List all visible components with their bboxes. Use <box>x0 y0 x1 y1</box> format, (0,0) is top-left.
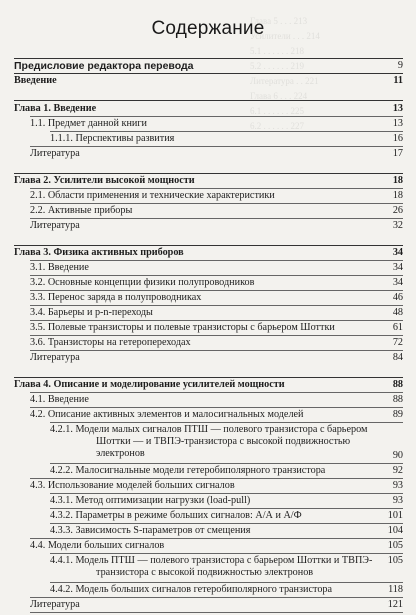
divider <box>30 320 403 321</box>
toc-entry-title: 4.2. Описание активных элементов и малосигнальных моделей <box>30 409 304 420</box>
page-title: Содержание <box>151 18 265 39</box>
divider <box>14 73 403 74</box>
toc-entry-page: 18 <box>392 175 403 186</box>
toc-entry-page: 88 <box>392 394 403 405</box>
toc-entry-title: 1.1.1. Перспективы развития <box>50 133 175 144</box>
toc-entry-page: 101 <box>387 510 403 521</box>
toc-entry-title: 3.1. Введение <box>30 262 89 273</box>
divider <box>50 582 403 583</box>
toc-entry-title: 3.2. Основные концепции физики полупроводников <box>30 277 255 288</box>
divider <box>30 218 403 219</box>
divider <box>30 392 403 393</box>
divider <box>14 58 403 59</box>
bleed-through-text: Глава 5 . . . 213 Усилители . . . 214 5.1 . . . . . . 218 5.2 . . . . . . 219 Литература . . 221 Глава 6 . . . 224 6.1 . . . . . . 225 6.2 . . . . . . 227 <box>250 16 320 131</box>
toc-entry-page: 121 <box>387 599 403 610</box>
toc-entry-page: 72 <box>392 337 403 348</box>
divider <box>50 463 403 464</box>
toc-entry-page: 13 <box>392 118 403 129</box>
toc-entry-title: 4.4. Модели больших сигналов <box>30 540 165 551</box>
toc-entry-title: Глава 2. Усилители высокой мощности <box>14 175 195 186</box>
toc-entry-page: 17 <box>392 148 403 159</box>
toc-entry-page: 61 <box>392 322 403 333</box>
toc-entry-page: 93 <box>392 495 403 506</box>
toc-entry-title: 4.1. Введение <box>30 394 89 405</box>
divider <box>30 188 403 189</box>
toc-entry-title: 3.4. Барьеры и p-n-переходы <box>30 307 153 318</box>
divider <box>30 538 403 539</box>
toc-entry-page: 48 <box>392 307 403 318</box>
toc-entry-page: 105 <box>387 555 403 566</box>
toc-entry-title: Литература <box>30 352 80 363</box>
toc-entry-title: 3.6. Транзисторы на гетеропереходах <box>30 337 191 348</box>
toc-entry-page: 118 <box>388 584 403 595</box>
divider <box>30 275 403 276</box>
divider <box>30 478 403 479</box>
toc-entry-title: Глава 4. Описание и моделирование усилителей мощности <box>14 379 285 390</box>
toc-entry-page: 11 <box>393 75 403 86</box>
divider <box>30 407 403 408</box>
toc-entry-title: 4.3.3. Зависимость S-параметров от смещения <box>50 525 251 536</box>
divider <box>30 597 403 598</box>
toc-entry-page: 90 <box>392 450 403 461</box>
toc-entry-title: 4.4.2. Модель больших сигналов гетеробиполярного транзистора <box>50 584 333 595</box>
divider <box>14 100 403 101</box>
toc-entry-title: Глава 3. Физика активных приборов <box>14 247 184 258</box>
divider <box>30 335 403 336</box>
toc-entry-page: 26 <box>392 205 403 216</box>
divider <box>30 146 403 147</box>
divider <box>30 290 403 291</box>
divider <box>14 173 403 174</box>
toc-entry-title: 3.3. Перенос заряда в полупроводниках <box>30 292 202 303</box>
divider <box>50 493 403 494</box>
toc-entry-page: 84 <box>392 352 403 363</box>
divider <box>50 553 403 554</box>
toc-entry-title: 2.1. Области применения и технические характеристики <box>30 190 275 201</box>
toc-entry-page: 92 <box>392 465 403 476</box>
toc-entry-title: Литература <box>30 220 80 231</box>
divider <box>30 612 403 613</box>
toc-entry-title: 4.4.1. Модель ПТШ — полевого транзистора с барьером Шоттки и ТВПЭ-транзистора с высокой подвижностью электронов <box>50 555 373 578</box>
toc-entry-title: 1.1. Предмет данной книги <box>30 118 148 129</box>
divider <box>50 508 403 509</box>
toc-entry-title: 3.5. Полевые транзисторы и полевые транзисторы с барьером Шоттки <box>30 322 335 333</box>
toc-entry-title: Литература <box>30 148 80 159</box>
toc-entry-title: Предисловие редактора перевода <box>14 60 194 72</box>
toc-entry-page: 88 <box>392 379 403 390</box>
divider <box>30 203 403 204</box>
toc-entry-page: 105 <box>387 540 403 551</box>
divider <box>30 260 403 261</box>
toc-entry-title: 4.3.2. Параметры в режиме больших сигналов: А/А и А/Ф <box>50 510 302 521</box>
toc-entry-title: 4.3. Использование моделей больших сигналов <box>30 480 235 491</box>
toc-entry-page: 34 <box>392 262 403 273</box>
toc-entry-title: Введение <box>14 75 57 86</box>
toc-entry-page: 46 <box>392 292 403 303</box>
divider <box>50 523 403 524</box>
divider <box>30 305 403 306</box>
toc-entry-page: 34 <box>392 277 403 288</box>
toc-entry[interactable] <box>14 555 403 582</box>
toc-entry-title: 2.2. Активные приборы <box>30 205 133 216</box>
toc-entry-page: 13 <box>392 103 403 114</box>
toc-entry-page: 34 <box>392 247 403 258</box>
divider <box>30 116 403 117</box>
toc-entry-title: 4.2.1. Модели малых сигналов ПТШ — полевого транзистора с барьером Шоттки — и ТВПЭ-транзистора с высокой подвижностью электронов <box>50 424 368 459</box>
toc-entry-page: 9 <box>397 60 403 71</box>
toc-entry-page: 32 <box>392 220 403 231</box>
toc-entry-page: 16 <box>392 133 403 144</box>
divider <box>30 350 403 351</box>
toc-entry-title: 4.2.2. Малосигнальные модели гетеробиполярного транзистора <box>50 465 326 476</box>
toc-entry[interactable] <box>14 424 403 464</box>
divider <box>14 377 403 378</box>
divider <box>50 131 403 132</box>
toc-entry-title: Глава 1. Введение <box>14 103 97 114</box>
divider <box>14 245 403 246</box>
toc-entry-page: 89 <box>392 409 403 420</box>
toc-entry-page: 104 <box>387 525 403 536</box>
toc-entry-title: 4.3.1. Метод оптимизации нагрузки (load-pull) <box>50 495 251 506</box>
toc-entry-page: 18 <box>392 190 403 201</box>
toc-entry-title: Литература <box>30 599 80 610</box>
toc-entry-page: 93 <box>392 480 403 491</box>
divider <box>50 422 403 423</box>
